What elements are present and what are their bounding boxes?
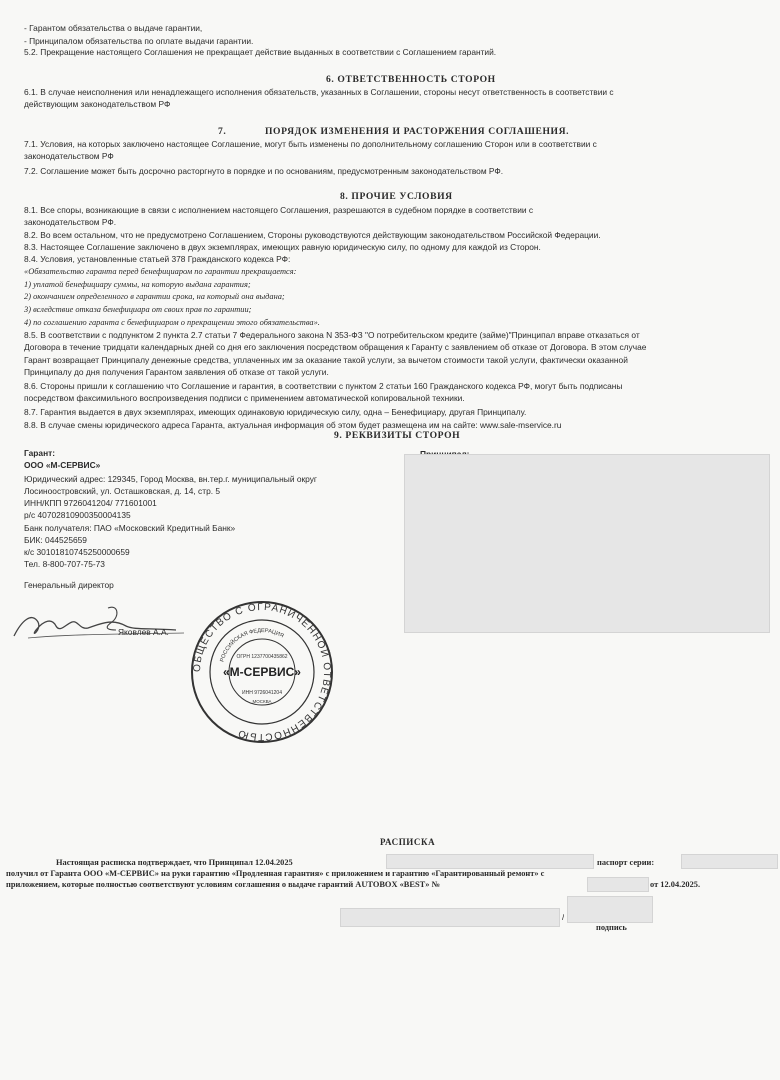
receipt-line-1b: паспорт серии: (597, 858, 655, 867)
guarantor-label: Гарант: (24, 448, 56, 458)
section-9-title: 9. РЕКВИЗИТЫ СТОРОН (334, 430, 461, 441)
text-line: посредством факсимильного воспроизведения подписи с применением автоматической копировальной техники. (24, 393, 465, 403)
guarantor-address: Юридический адрес: 129345, Город Москва, вн.тер.г. муниципальный округ (24, 474, 317, 484)
company-stamp (182, 600, 342, 745)
receipt-line-1a: Настоящая расписка подтверждает, что Принципал 12.04.2025 (56, 858, 293, 867)
principal-signature-redacted (567, 896, 653, 923)
text-line: - Принципалом обязательства по оплате выдачи гарантии. (24, 36, 254, 46)
text-line: 8.6. Стороны пришли к соглашению что Соглашение и гарантия, в соответствии с пунктом 2 статьи 160 Гражданского кодекса РФ, могут быть подписаны (24, 381, 623, 391)
text-line: 7.1. Условия, на которых заключено настоящее Соглашение, могут быть изменены по дополнительному соглашению Сторон или в соответствии с (24, 139, 597, 149)
text-line: 8.1. Все споры, возникающие в связи с исполнением настоящего Соглашения, разрешаются в судебном порядке в соответствии с (24, 205, 534, 215)
text-line: 8.3. Настоящее Соглашение заключено в двух экземплярах, имеющих равную юридическую силу, по одному для каждой из Сторон. (24, 242, 541, 252)
quote-line: 4) по соглашению гаранта с бенефициаром о прекращении этого обязательства». (24, 318, 320, 327)
text-line: 8.8. В случае смены юридического адреса Гаранта, актуальная информация об этом будет размещена им на сайте: www.sale-mservice.ru (24, 420, 562, 430)
receipt-line-3a: приложением, которые полностью соответствуют условиям соглашения о выдаче гарантий AUTOBOX «BEST» № (6, 880, 440, 889)
stamp-center-text: «М-СЕРВИС» (223, 665, 301, 679)
text-line: 8.2. Во всем остальном, что не предусмотрено Соглашением, Стороны руководствуются действующим законодательством Российской Федерации. (24, 230, 601, 240)
text-line: Гарант возвращает Принципалу денежные средства, уплаченных им за оказание такой услуги, за вычетом стоимости такой услуги, фактически оказанной (24, 355, 628, 365)
text-line: - Гарантом обязательства о выдаче гарантии, (24, 23, 203, 33)
text-line: действующим законодательством РФ (24, 99, 171, 109)
section-7-title: ПОРЯДОК ИЗМЕНЕНИЯ И РАСТОРЖЕНИЯ СОГЛАШЕНИЯ. (265, 126, 570, 137)
text-line: 7.2. Соглашение может быть досрочно расторгнуто в порядке и по основаниям, предусмотренным законодательством РФ. (24, 166, 504, 176)
sign-slash: / (562, 912, 565, 922)
guarantor-phone: Тел. 8-800-707-75-73 (24, 559, 105, 569)
guarantor-name: ООО «М-СЕРВИС» (24, 460, 101, 470)
principal-details-redacted (404, 454, 770, 633)
guarantor-position: Генеральный директор (24, 580, 114, 590)
text-line: 6.1. В случае неисполнения или ненадлежащего исполнения обязательств, указанных в Соглашении, стороны несут ответственность в соответствии с (24, 87, 614, 97)
stamp-ring-text: ОБЩЕСТВО С ОГРАНИЧЕННОЙ ОТВЕТСТВЕННОСТЬЮ (191, 601, 333, 743)
stamp-city-text: МОСКВА (252, 699, 272, 704)
text-line: законодательством РФ (24, 151, 114, 161)
stamp-country-text: РОССИЙСКАЯ ФЕДЕРАЦИЯ (219, 627, 285, 663)
section-7-number: 7. (218, 126, 227, 137)
receipt-line-2: получил от Гаранта ООО «М-СЕРВИС» на руки гарантию «Продленная гарантия» с приложением и гарантию «Гарантированный ремонт» с (6, 869, 545, 878)
quote-line: «Обязательство гаранта перед бенефициаром по гарантии прекращается: (24, 267, 297, 276)
passport-redacted (681, 854, 778, 869)
section-6-title: 6. ОТВЕТСТВЕННОСТЬ СТОРОН (326, 74, 496, 85)
guarantor-bank: Банк получателя: ПАО «Московский Кредитный Банк» (24, 523, 236, 533)
director-signature (8, 600, 188, 650)
receipt-line-3b: от 12.04.2025. (650, 880, 701, 889)
signature-caption: подпись (596, 923, 627, 932)
text-line: Договора в течение тридцати календарных дней со дня его заключения посредством обращения к Гаранту с заявлением об отказе от Договора. В этом случае (24, 342, 647, 352)
quote-line: 3) вследствие отказа бенефициара от своих прав по гарантии; (24, 305, 252, 314)
quote-line: 1) уплатой бенефициару суммы, на которую выдана гарантия; (24, 280, 251, 289)
stamp-inn-text: ИНН 9726041204 (241, 690, 283, 696)
principal-name-redacted (386, 854, 594, 869)
text-line: 5.2. Прекращение настоящего Соглашения не прекращает действие выданных в соответствии с Соглашением гарантий. (24, 47, 497, 57)
text-line: Принципалу до дня получения Гарантом заявления об отказе от такой услуги. (24, 367, 329, 377)
guarantor-account: р/с 40702810900350004135 (24, 510, 131, 520)
guarantor-address: Лосиноостровский, ул. Осташковская, д. 14, стр. 5 (24, 486, 221, 496)
text-line: законодательством РФ. (24, 217, 117, 227)
agreement-number-redacted (587, 877, 649, 892)
signer-name: Яковлев А.А. (118, 627, 169, 637)
guarantor-corr-account: к/с 30101810745250000659 (24, 547, 130, 557)
text-line: 8.7. Гарантия выдается в двух экземплярах, имеющих одинаковую юридическую силу, одна – Бенефициару, другая Принципалу. (24, 407, 527, 417)
principal-fullname-redacted (340, 908, 560, 927)
text-line: 8.5. В соответствии с подпунктом 2 пункта 2.7 статьи 7 Федерального закона N 353-ФЗ "О потребительском кредите (займе)"Принципал вправе отказаться от (24, 330, 640, 340)
receipt-title: РАСПИСКА (380, 837, 436, 847)
stamp-ogrn-text: ОГРН 1237700435862 (236, 654, 288, 660)
quote-line: 2) окончанием определенного в гарантии срока, на который она выдана; (24, 292, 285, 301)
section-8-title: 8. ПРОЧИЕ УСЛОВИЯ (340, 191, 453, 202)
text-line: 8.4. Условия, установленные статьей 378 Гражданского кодекса РФ: (24, 254, 291, 264)
guarantor-inn: ИНН/КПП 9726041204/ 771601001 (24, 498, 157, 508)
guarantor-bik: БИК: 044525659 (24, 535, 87, 545)
